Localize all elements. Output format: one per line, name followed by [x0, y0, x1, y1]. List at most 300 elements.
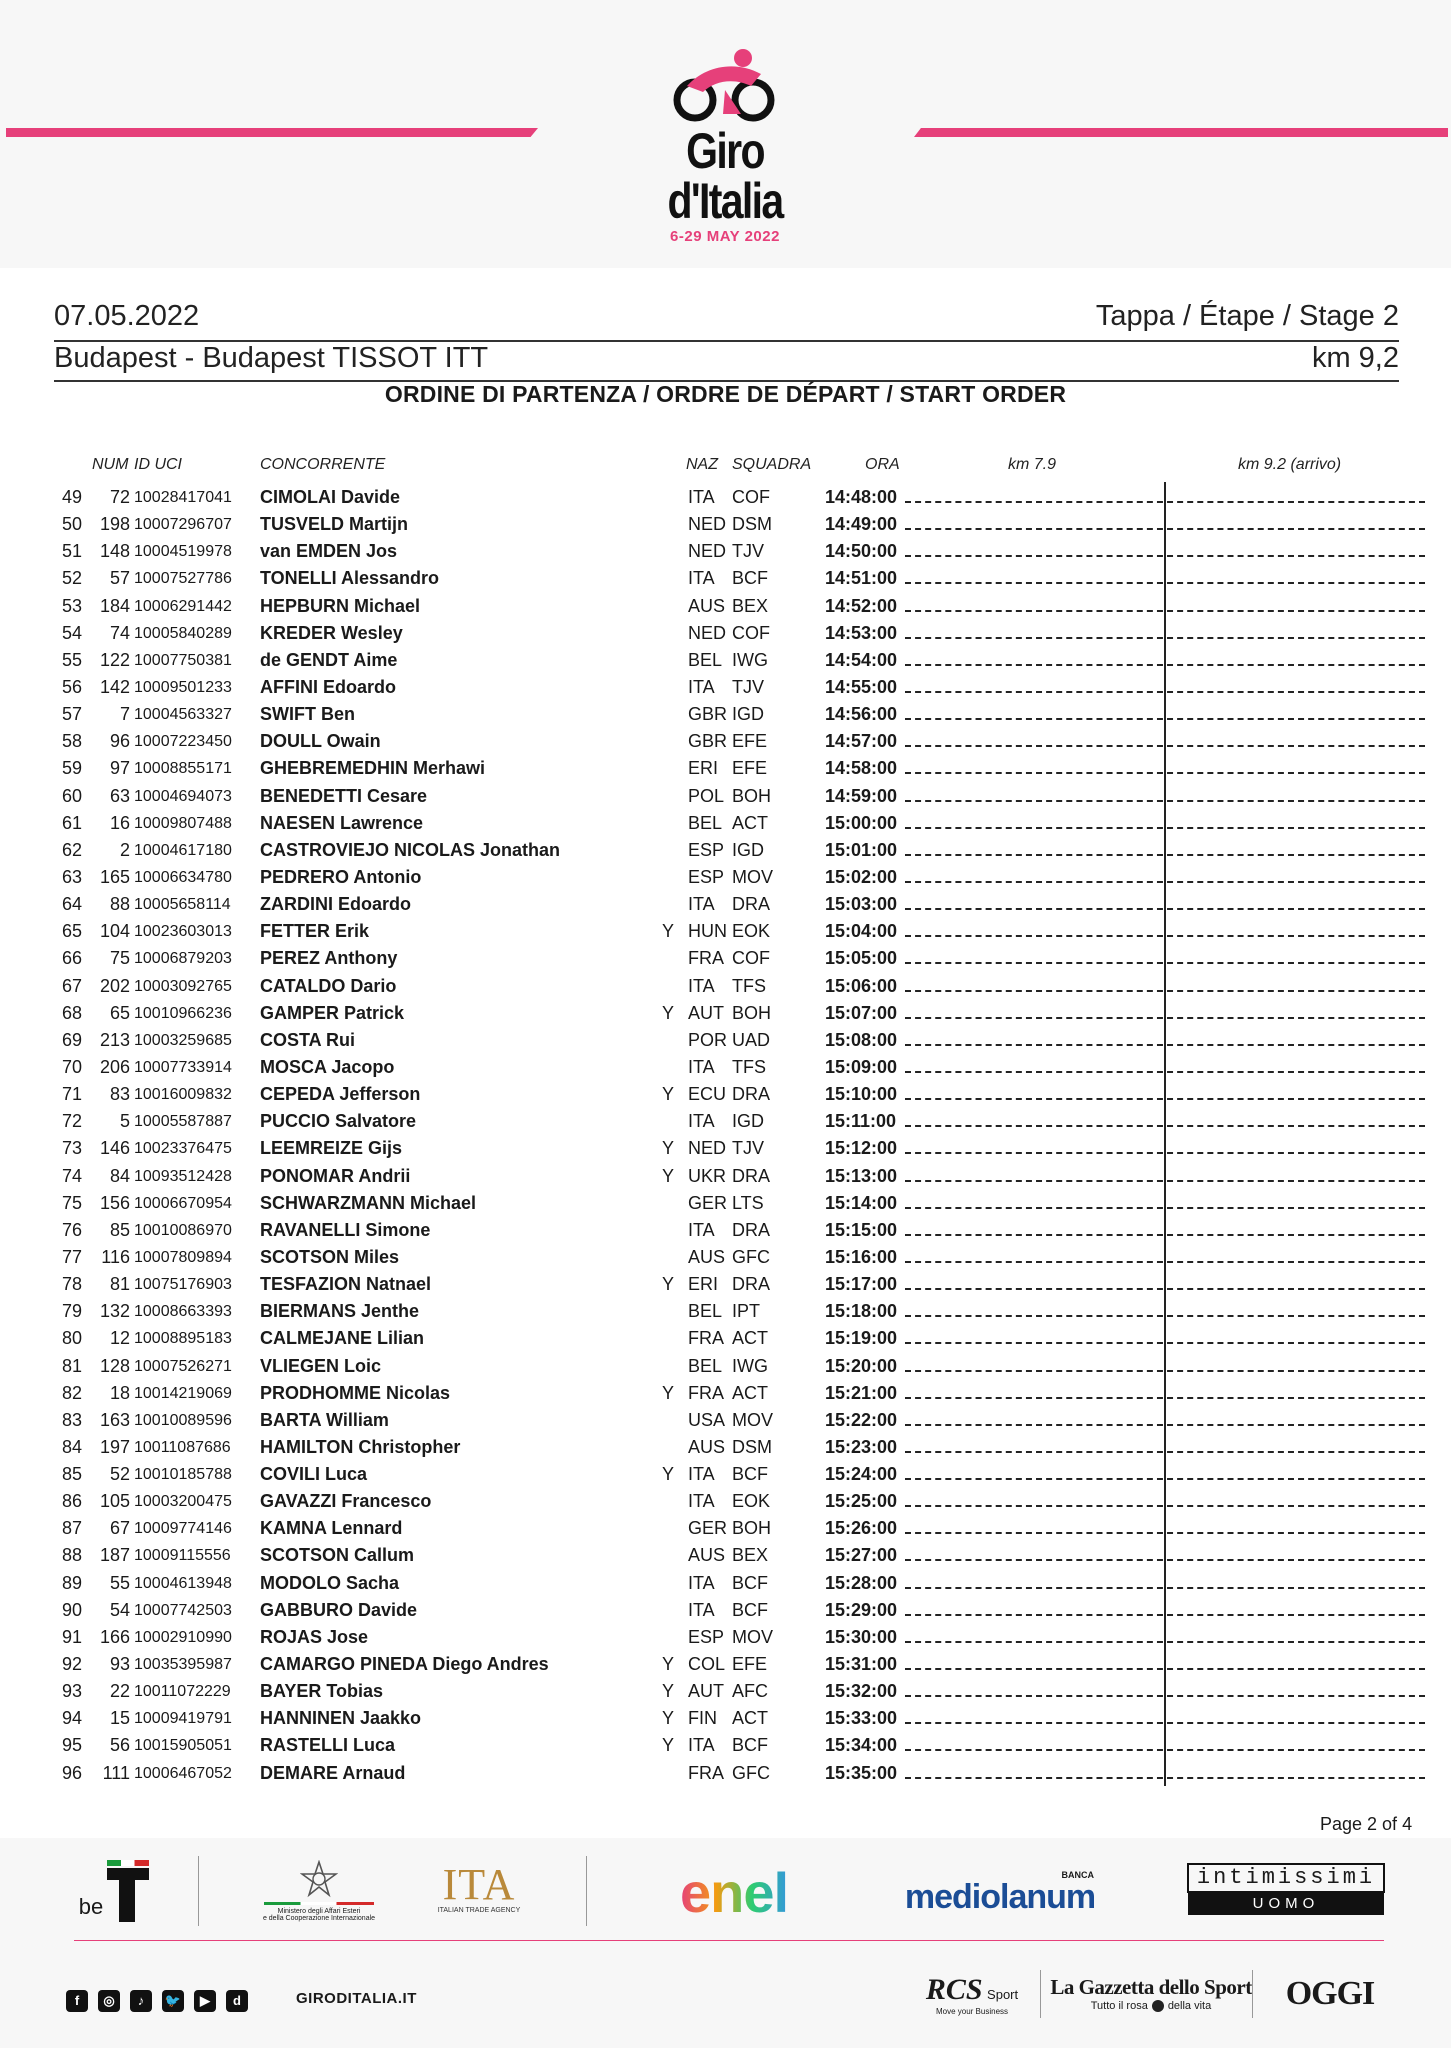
team-code: BCF [732, 1464, 768, 1485]
nationality: ITA [688, 1491, 715, 1512]
start-time: 15:03:00 [825, 894, 898, 915]
footer-separator [198, 1856, 199, 1926]
table-row [0, 1760, 1451, 1787]
split-time-blank [905, 582, 1425, 584]
bib-number: 165 [99, 866, 130, 887]
nationality: AUS [688, 1436, 726, 1457]
rider-name: HAMILTON Christopher [260, 1436, 461, 1457]
team-code: DRA [732, 894, 771, 915]
split-time-blank [905, 908, 1425, 910]
team-code: AFC [732, 1681, 768, 1702]
header-stripe-left [6, 128, 538, 137]
split-time-blank [905, 854, 1425, 856]
table-row [0, 1732, 1451, 1759]
start-position: 52 [61, 568, 82, 589]
uci-id: 10023376475 [134, 1140, 232, 1158]
split-time-blank [905, 1749, 1425, 1751]
split-time-blank [905, 1587, 1425, 1589]
start-position: 88 [61, 1545, 82, 1566]
rider-name: LEEMREIZE Gijs [260, 1138, 403, 1159]
website-link[interactable]: GIRODITALIA.IT [296, 1990, 417, 2007]
bib-number: 142 [99, 676, 130, 697]
mediolanum-tag: BANCA [1061, 1870, 1094, 1880]
start-position: 58 [61, 731, 82, 752]
team-code: EOK [732, 1491, 771, 1512]
uci-id: 10002910990 [134, 1628, 232, 1646]
start-time: 15:29:00 [825, 1599, 898, 1620]
start-time: 15:08:00 [825, 1029, 898, 1050]
uci-id: 10010086970 [134, 1221, 232, 1239]
start-position: 57 [61, 704, 82, 725]
start-position: 85 [61, 1464, 82, 1485]
table-row [0, 1624, 1451, 1651]
split-time-blank [905, 1641, 1425, 1643]
table-row [0, 1461, 1451, 1488]
uci-id: 10009774146 [134, 1520, 232, 1538]
table-row [0, 1217, 1451, 1244]
uci-id: 10006291442 [134, 597, 232, 615]
split-time-blank [905, 718, 1425, 720]
table-row [0, 1407, 1451, 1434]
bib-number: 15 [109, 1708, 130, 1729]
nationality: ITA [688, 1735, 715, 1756]
table-row [0, 810, 1451, 837]
nationality: BEL [688, 812, 723, 833]
bib-number: 65 [109, 1002, 130, 1023]
nationality: FRA [688, 1328, 724, 1349]
facebook-icon[interactable]: f [66, 1990, 88, 2012]
start-position: 91 [61, 1626, 82, 1647]
nationality: COL [688, 1654, 726, 1675]
bib-number: 63 [109, 785, 130, 806]
start-time: 15:32:00 [825, 1681, 898, 1702]
bib-number: 105 [99, 1491, 130, 1512]
team-code: EFE [732, 731, 768, 752]
start-time: 14:59:00 [825, 785, 898, 806]
start-position: 53 [61, 595, 82, 616]
uci-id: 10004694073 [134, 787, 232, 805]
start-time: 15:17:00 [825, 1274, 898, 1295]
team-code: MOV [732, 1409, 774, 1430]
rider-name: PONOMAR Andrii [260, 1165, 411, 1186]
nationality: FRA [688, 1762, 724, 1783]
split-time-blank [905, 555, 1425, 557]
rider-name: CASTROVIEJO NICOLAS Jonathan [260, 839, 561, 860]
bib-number: 18 [109, 1382, 130, 1403]
uci-id: 10007750381 [134, 651, 232, 669]
bib-number: 163 [99, 1409, 130, 1430]
nationality: ITA [688, 1111, 715, 1132]
team-code: DRA [732, 1165, 771, 1186]
start-position: 69 [61, 1029, 82, 1050]
rider-name: CATALDO Dario [260, 975, 397, 996]
uci-id: 10009501233 [134, 678, 232, 696]
team-code: IGD [732, 704, 765, 725]
nationality: ESP [688, 866, 725, 887]
start-position: 93 [61, 1681, 82, 1702]
start-time: 15:15:00 [825, 1219, 898, 1240]
uci-id: 10009419791 [134, 1710, 232, 1728]
team-code: ACT [732, 1708, 768, 1729]
rider-name: SCHWARZMANN Michael [260, 1192, 477, 1213]
rider-name: COSTA Rui [260, 1029, 355, 1050]
bib-number: 146 [99, 1138, 130, 1159]
uci-id: 10009807488 [134, 814, 232, 832]
split-time-blank [905, 1234, 1425, 1236]
start-position: 94 [61, 1708, 82, 1729]
start-time: 15:31:00 [825, 1654, 898, 1675]
bib-number: 12 [109, 1328, 130, 1349]
rcs-logo [920, 1966, 1024, 2022]
uci-id: 10007296707 [134, 516, 232, 534]
young-flag: Y [662, 1002, 675, 1023]
young-flag: Y [662, 1681, 675, 1702]
table-row [0, 647, 1451, 674]
ministry-text-1: Ministero degli Affari Esteri [277, 1908, 361, 1915]
tiktok-icon[interactable]: ♪ [130, 1990, 152, 2012]
nationality: NED [688, 541, 727, 562]
team-code: EFE [732, 758, 768, 779]
split-time-blank [905, 501, 1425, 503]
bib-number: 57 [109, 568, 130, 589]
nationality: ESP [688, 839, 725, 860]
bib-number: 56 [109, 1735, 130, 1756]
table-row [0, 1135, 1451, 1162]
team-code: IWG [732, 649, 768, 670]
gazzetta-logo [1050, 1964, 1252, 2022]
nationality: BEL [688, 1301, 723, 1322]
rider-name: FETTER Erik [260, 921, 370, 942]
logo-wordmark: Giro d'Italia [667, 123, 783, 229]
team-code: TJV [732, 676, 765, 697]
oggi-logo [1272, 1970, 1388, 2018]
young-flag: Y [662, 1708, 675, 1729]
nationality: AUS [688, 595, 726, 616]
young-flag: Y [662, 1735, 675, 1756]
uci-id: 10035395987 [134, 1656, 232, 1674]
footer-separator [1040, 1970, 1041, 2018]
team-code: EFE [732, 1654, 768, 1675]
table-row [0, 1163, 1451, 1190]
start-position: 78 [61, 1274, 82, 1295]
rider-name: HANNINEN Jaakko [260, 1708, 422, 1729]
rcs-tagline: Move your Business [935, 2006, 1009, 2016]
team-code: DRA [732, 1219, 771, 1240]
bib-number: 84 [109, 1165, 130, 1186]
nationality: POL [688, 785, 725, 806]
bib-number: 83 [109, 1084, 130, 1105]
uci-id: 10011072229 [134, 1683, 231, 1701]
start-time: 15:16:00 [825, 1246, 898, 1267]
rider-name: PEDRERO Antonio [260, 866, 422, 887]
start-position: 72 [61, 1111, 82, 1132]
team-code: BOH [732, 1002, 772, 1023]
team-code: BCF [732, 568, 768, 589]
nationality: AUS [688, 1246, 726, 1267]
start-position: 84 [61, 1436, 82, 1457]
stage-label: Tappa / Étape / Stage 2 [1095, 300, 1399, 332]
uci-id: 10093512428 [134, 1167, 232, 1185]
nationality: HUN [688, 921, 727, 942]
start-position: 77 [61, 1246, 82, 1267]
table-row [0, 1244, 1451, 1271]
bib-number: 54 [109, 1599, 130, 1620]
bib-number: 81 [109, 1274, 130, 1295]
start-position: 62 [61, 839, 82, 860]
bib-number: 67 [109, 1518, 130, 1539]
start-time: 15:09:00 [825, 1056, 898, 1077]
team-code: COF [732, 948, 770, 969]
team-code: BEX [732, 1545, 769, 1566]
split-time-blank [905, 1505, 1425, 1507]
be-logo-text: be [78, 1894, 104, 1919]
start-time: 14:57:00 [825, 731, 898, 752]
table-row [0, 1271, 1451, 1298]
rcs-text: RCS [925, 1972, 983, 2006]
start-time: 15:10:00 [825, 1084, 898, 1105]
split-time-blank [905, 1668, 1425, 1670]
split-time-blank [905, 1397, 1425, 1399]
bib-number: 213 [99, 1029, 130, 1050]
uci-id: 10007742503 [134, 1601, 232, 1619]
uci-id: 10006467052 [134, 1764, 232, 1782]
young-flag: Y [662, 1274, 675, 1295]
split-time-blank [905, 1315, 1425, 1317]
nationality: GBR [688, 731, 728, 752]
bib-number: 85 [109, 1219, 130, 1240]
start-position: 51 [61, 541, 82, 562]
bib-number: 2 [119, 839, 130, 860]
rider-name: AFFINI Edoardo [260, 676, 396, 697]
team-code: BEX [732, 595, 769, 616]
ita-logo [424, 1858, 534, 1918]
uci-id: 10004617180 [134, 841, 232, 859]
bib-number: 96 [109, 731, 130, 752]
instagram-icon[interactable]: ◎ [98, 1990, 120, 2012]
table-row [0, 891, 1451, 918]
split-time-blank [905, 772, 1425, 774]
table-row [0, 484, 1451, 511]
table-row [0, 728, 1451, 755]
split-time-blank [905, 990, 1425, 992]
start-time: 15:06:00 [825, 975, 898, 996]
bib-number: 197 [99, 1436, 130, 1457]
bib-number: 198 [99, 514, 130, 535]
split-time-blank [905, 1044, 1425, 1046]
young-flag: Y [662, 1165, 675, 1186]
start-position: 66 [61, 948, 82, 969]
nationality: GBR [688, 704, 728, 725]
rcs-mark [926, 1973, 1018, 2007]
split-time-blank [905, 962, 1425, 964]
rider-name: TONELLI Alessandro [260, 568, 440, 589]
table-row [0, 1298, 1451, 1325]
start-time: 15:19:00 [825, 1328, 898, 1349]
nationality: ITA [688, 487, 715, 507]
bib-number: 202 [99, 975, 130, 996]
team-code: COF [732, 487, 770, 507]
uci-id: 10007733914 [134, 1058, 232, 1076]
split-time-blank [905, 1152, 1425, 1154]
twitter-icon[interactable]: 🐦 [162, 1990, 184, 2012]
rider-name: GAMPER Patrick [260, 1002, 405, 1023]
young-flag: Y [662, 921, 675, 942]
start-position: 81 [61, 1355, 82, 1376]
col-time: ORA [865, 456, 900, 473]
nationality: ITA [688, 894, 715, 915]
col-split-1: km 7.9 [1008, 456, 1057, 473]
ministry-logo [244, 1850, 394, 1932]
split-time-blank [905, 800, 1425, 802]
split-time-blank [905, 610, 1425, 612]
table-row [0, 1651, 1451, 1678]
page-title: ORDINE DI PARTENZA / ORDRE DE DÉPART / START ORDER [384, 381, 1067, 407]
start-time: 15:24:00 [825, 1464, 898, 1485]
team-code: ACT [732, 812, 768, 833]
table-row [0, 674, 1451, 701]
start-position: 61 [61, 812, 82, 833]
table-row [0, 1081, 1451, 1108]
uci-id: 10028417041 [134, 489, 232, 506]
nationality: GER [688, 1192, 728, 1213]
nationality: ITA [688, 975, 715, 996]
nationality: ITA [688, 1599, 715, 1620]
be-logo [66, 1856, 162, 1926]
bib-number: 7 [119, 704, 130, 725]
uci-id: 10009115556 [134, 1547, 231, 1565]
start-position: 65 [61, 921, 82, 942]
nationality: POR [688, 1029, 728, 1050]
table-row [0, 1000, 1451, 1027]
rcs-sport-text: Sport [987, 1986, 1019, 2002]
footer-separator [586, 1856, 587, 1926]
uci-id: 10005587887 [134, 1113, 232, 1131]
uci-id: 10075176903 [134, 1276, 232, 1294]
nationality: ITA [688, 568, 715, 589]
nationality: AUT [688, 1002, 724, 1023]
start-position: 64 [61, 894, 82, 915]
start-position: 82 [61, 1382, 82, 1403]
split-time-blank [905, 1777, 1425, 1779]
start-time: 15:13:00 [825, 1165, 898, 1186]
nationality: ITA [688, 1572, 715, 1593]
rider-name: BIERMANS Jenthe [260, 1301, 420, 1322]
race-date: 07.05.2022 [54, 300, 200, 332]
rider-name: PUCCIO Salvatore [260, 1111, 417, 1132]
col-id-uci: ID UCI [134, 456, 182, 473]
start-position: 54 [61, 622, 82, 643]
uci-id: 10005840289 [134, 624, 232, 642]
start-time: 14:56:00 [825, 704, 898, 725]
start-time: 15:12:00 [825, 1138, 898, 1159]
header-stripe-right [914, 128, 1448, 137]
bib-number: 52 [109, 1464, 130, 1485]
start-position: 71 [61, 1084, 82, 1105]
col-num: NUM [92, 456, 129, 473]
split-time-blank [905, 1559, 1425, 1561]
rider-name: SCOTSON Callum [260, 1545, 415, 1566]
uci-id: 10006879203 [134, 950, 232, 968]
split-time-blank [905, 1532, 1425, 1534]
uci-id: 10010089596 [134, 1411, 232, 1429]
young-flag: Y [662, 1084, 675, 1105]
rider-name: COVILI Luca [260, 1464, 368, 1485]
table-row [0, 538, 1451, 565]
split-time-blank [905, 1017, 1425, 1019]
rider-name: PRODHOMME Nicolas [260, 1382, 451, 1403]
team-code: IGD [732, 839, 765, 860]
mediolanum-logo [900, 1862, 1100, 1922]
split-time-blank [905, 1071, 1425, 1073]
bib-number: 132 [99, 1301, 130, 1322]
rider-name: SWIFT Ben [260, 704, 355, 725]
start-position: 50 [61, 514, 82, 535]
rider-name: KREDER Wesley [260, 622, 403, 643]
start-position: 73 [61, 1138, 82, 1159]
team-code: TJV [732, 1138, 765, 1159]
start-position: 86 [61, 1491, 82, 1512]
rider-name: DEMARE Arnaud [260, 1762, 406, 1783]
rider-name: SCOTSON Miles [260, 1246, 400, 1267]
split-time-blank [905, 1098, 1425, 1100]
rider-name: ZARDINI Edoardo [260, 894, 411, 915]
page-number: Page 2 of 4 [1320, 1814, 1413, 1834]
rider-name: CAMARGO PINEDA Diego Andres [260, 1654, 549, 1675]
start-time: 14:53:00 [825, 622, 898, 643]
nationality: ITA [688, 676, 715, 697]
start-time: 14:58:00 [825, 758, 898, 779]
dazn-icon[interactable]: d [226, 1990, 248, 2012]
bib-number: 156 [99, 1192, 130, 1213]
start-time: 15:30:00 [825, 1626, 898, 1647]
rider-name: BENEDETTI Cesare [260, 785, 428, 806]
team-code: DRA [732, 1084, 771, 1105]
young-flag: Y [662, 1654, 675, 1675]
split-time-blank [905, 1614, 1425, 1616]
table-row [0, 1570, 1451, 1597]
split-time-blank [905, 1261, 1425, 1263]
table-row [0, 1027, 1451, 1054]
start-time: 15:35:00 [825, 1762, 898, 1783]
globe-icon [1152, 2000, 1164, 2012]
start-position: 95 [61, 1735, 82, 1756]
table-row [0, 864, 1451, 891]
split-time-blank [905, 664, 1425, 666]
start-time: 15:14:00 [825, 1192, 898, 1213]
nationality: FRA [688, 948, 724, 969]
table-row [0, 1108, 1451, 1135]
bib-number: 93 [109, 1654, 130, 1675]
intimissimi-logo [1188, 1860, 1384, 1918]
social-icons [66, 1990, 248, 2012]
uci-id: 10023603013 [134, 923, 232, 941]
split-time-blank [905, 1180, 1425, 1182]
nationality: ITA [688, 1464, 715, 1485]
enel-logo [654, 1862, 814, 1922]
nationality: ERI [688, 1274, 719, 1295]
uci-id: 10010185788 [134, 1466, 232, 1484]
youtube-icon[interactable]: ▶ [194, 1990, 216, 2012]
footer-divider [74, 1940, 1384, 1941]
start-time: 14:48:00 [825, 487, 898, 507]
split-time-blank [905, 1722, 1425, 1724]
logo-dates: 6-29 MAY 2022 [670, 228, 780, 245]
table-row [0, 1380, 1451, 1407]
team-code: BCF [732, 1572, 768, 1593]
rider-name: de GENDT Aime [260, 649, 398, 670]
uci-id: 10015905051 [134, 1737, 232, 1755]
start-position: 60 [61, 785, 82, 806]
